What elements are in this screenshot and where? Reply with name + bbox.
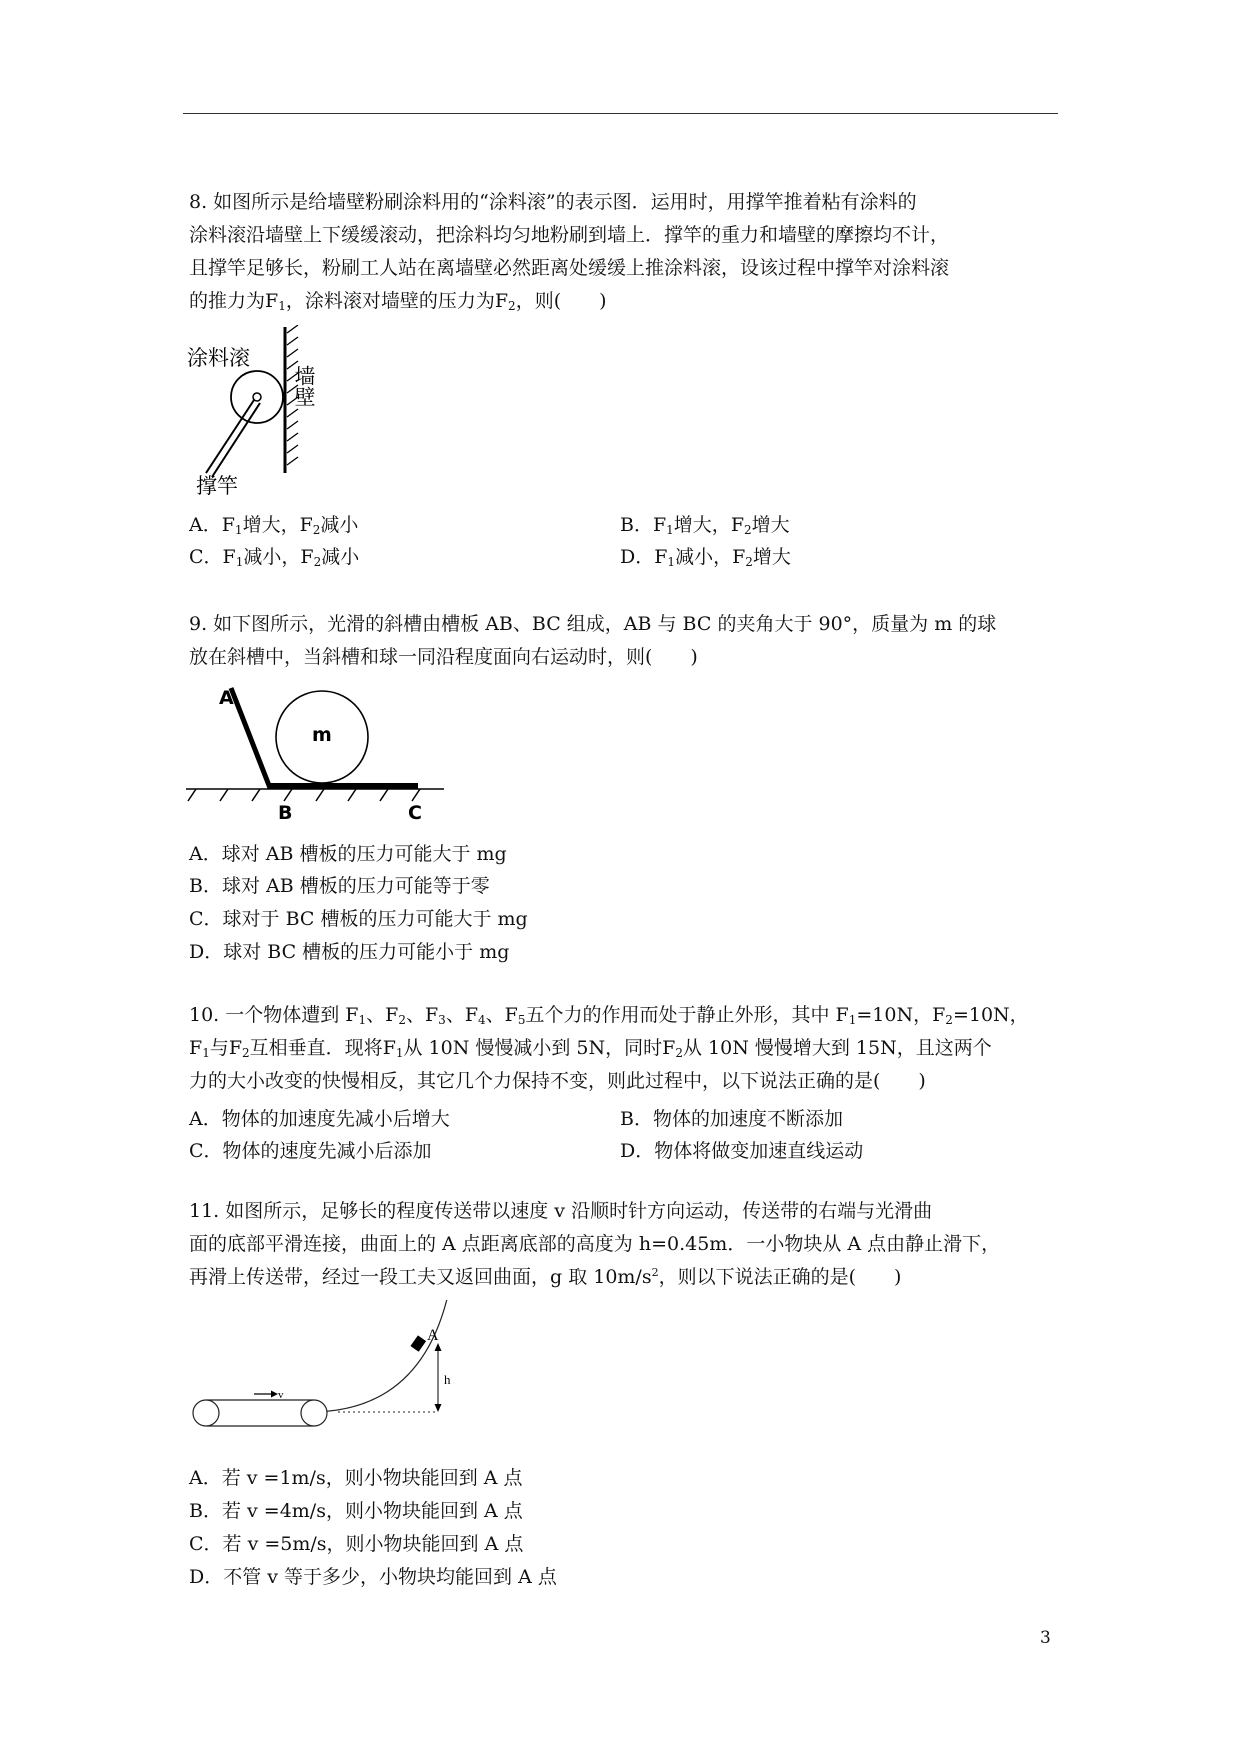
curved-surface (310, 1300, 448, 1412)
q8-line-3: 且撑竿足够长，粉刷工人站在离墙壁必然距离处缓缓上推涂料滚，设该过程中撑竿对涂料滚 (189, 257, 950, 279)
q9-option-a[interactable]: A．球对 AB 槽板的压力可能大于 mg (189, 843, 507, 865)
q9-line-2: 放在斜槽中，当斜槽和球一同沿程度面向右运动时，则( ) (189, 646, 698, 668)
label-c: C (408, 802, 422, 824)
q11-option-b[interactable]: B．若 v =4m/s，则小物块能回到 A 点 (189, 1500, 523, 1522)
q8-line-1: 8. 如图所示是给墙壁粉刷涂料用的“涂料滚”的表示图．运用时，用撑竿推着粘有涂料的 (189, 191, 917, 213)
q8-line-2: 涂料滚沿墙壁上下缓缓滚动，把涂料均匀地粉刷到墙上．撑竿的重力和墙壁的摩擦均不计， (189, 224, 950, 246)
q11-option-c[interactable]: C．若 v =5m/s，则小物块能回到 A 点 (189, 1533, 524, 1555)
paint-roller-figure (186, 325, 316, 500)
label-a: A (219, 687, 234, 709)
inclined-groove-figure (186, 685, 446, 825)
q10-line-2: $F_1$与$F_2$互相垂直．现将$F_1$从 10N 慢慢减小到 5N，同时$F_2$从 10N 慢慢增大到 15N，且这两个 (189, 1037, 992, 1060)
q11-line-2: 面的底部平滑连接，曲面上的 A 点距离底部的高度为 h=0.45m．一小物块从 A 点由静止滑下， (189, 1233, 1001, 1255)
q10-option-d[interactable]: D．物体将做变加速直线运动 (620, 1140, 864, 1162)
question-8 (189, 186, 1059, 318)
label-b: B (278, 802, 293, 824)
label-roller: 涂料滚 (187, 346, 250, 370)
label-wall: 墙壁 (292, 365, 316, 407)
label-v: v (278, 1389, 284, 1401)
label-a: A (427, 1327, 439, 1344)
q9-option-c[interactable]: C．球对于 BC 槽板的压力可能大于 mg (189, 908, 528, 930)
q11-line-1: 11. 如图所示，足够长的程度传送带以速度 v 沿顺时针方向运动，传送带的右端与光滑曲 (189, 1200, 933, 1222)
q8-option-c[interactable]: C．$F_1$减小，$F_2$减小 (189, 546, 360, 569)
q11-line-3: 再滑上传送带，经过一段工夫又返回曲面，g 取 $10m/s^2$，则以下说法正确的是( ) (189, 1266, 902, 1288)
q8-option-b[interactable]: B．$F_1$增大，$F_2$增大 (620, 514, 790, 537)
label-h: h (444, 1372, 451, 1387)
q10-option-c[interactable]: C．物体的速度先减小后添加 (189, 1140, 432, 1162)
header-rule (183, 113, 1058, 114)
q10-option-b[interactable]: B．物体的加速度不断添加 (620, 1108, 843, 1130)
conveyor-belt-figure (188, 1300, 478, 1450)
page-number: 3 (1040, 1628, 1051, 1648)
q10-option-a[interactable]: A．物体的加速度先减小后增大 (189, 1108, 450, 1130)
q8-option-d[interactable]: D．$F_1$减小，$F_2$增大 (620, 546, 791, 569)
q8-line-4: 的推力为$F_1$，涂料滚对墙壁的压力为$F_2$，则( ) (189, 290, 607, 313)
q9-line-1: 9. 如下图所示，光滑的斜槽由槽板 AB、BC 组成，AB 与 BC 的夹角大于 90°，质量为 m 的球 (189, 613, 997, 635)
question-10 (189, 999, 1059, 1098)
q9-option-d[interactable]: D．球对 BC 槽板的压力可能小于 mg (189, 941, 510, 963)
label-m: m (312, 724, 332, 746)
label-pole: 撑竿 (196, 474, 238, 498)
q11-option-d[interactable]: D．不管 v 等于多少，小物块均能回到 A 点 (189, 1566, 557, 1588)
q9-option-b[interactable]: B．球对 AB 槽板的压力可能等于零 (189, 875, 490, 897)
q10-line-3: 力的大小改变的快慢相反，其它几个力保持不变，则此过程中，以下说法正确的是( ) (189, 1070, 926, 1092)
q11-option-a[interactable]: A．若 v =1m/s，则小物块能回到 A 点 (189, 1467, 523, 1489)
question-9 (189, 608, 1059, 674)
question-11 (189, 1195, 1059, 1294)
q8-option-a[interactable]: A．$F_1$增大，$F_2$减小 (189, 514, 359, 537)
q10-line-1: 10. 一个物体遭到 $F_1$、$F_2$、$F_3$、$F_4$、$F_5$五个力的作用而处于静止外形，其中 $F_1=10N$，$F_2=10N$， (189, 1004, 1029, 1027)
block (410, 1335, 426, 1351)
